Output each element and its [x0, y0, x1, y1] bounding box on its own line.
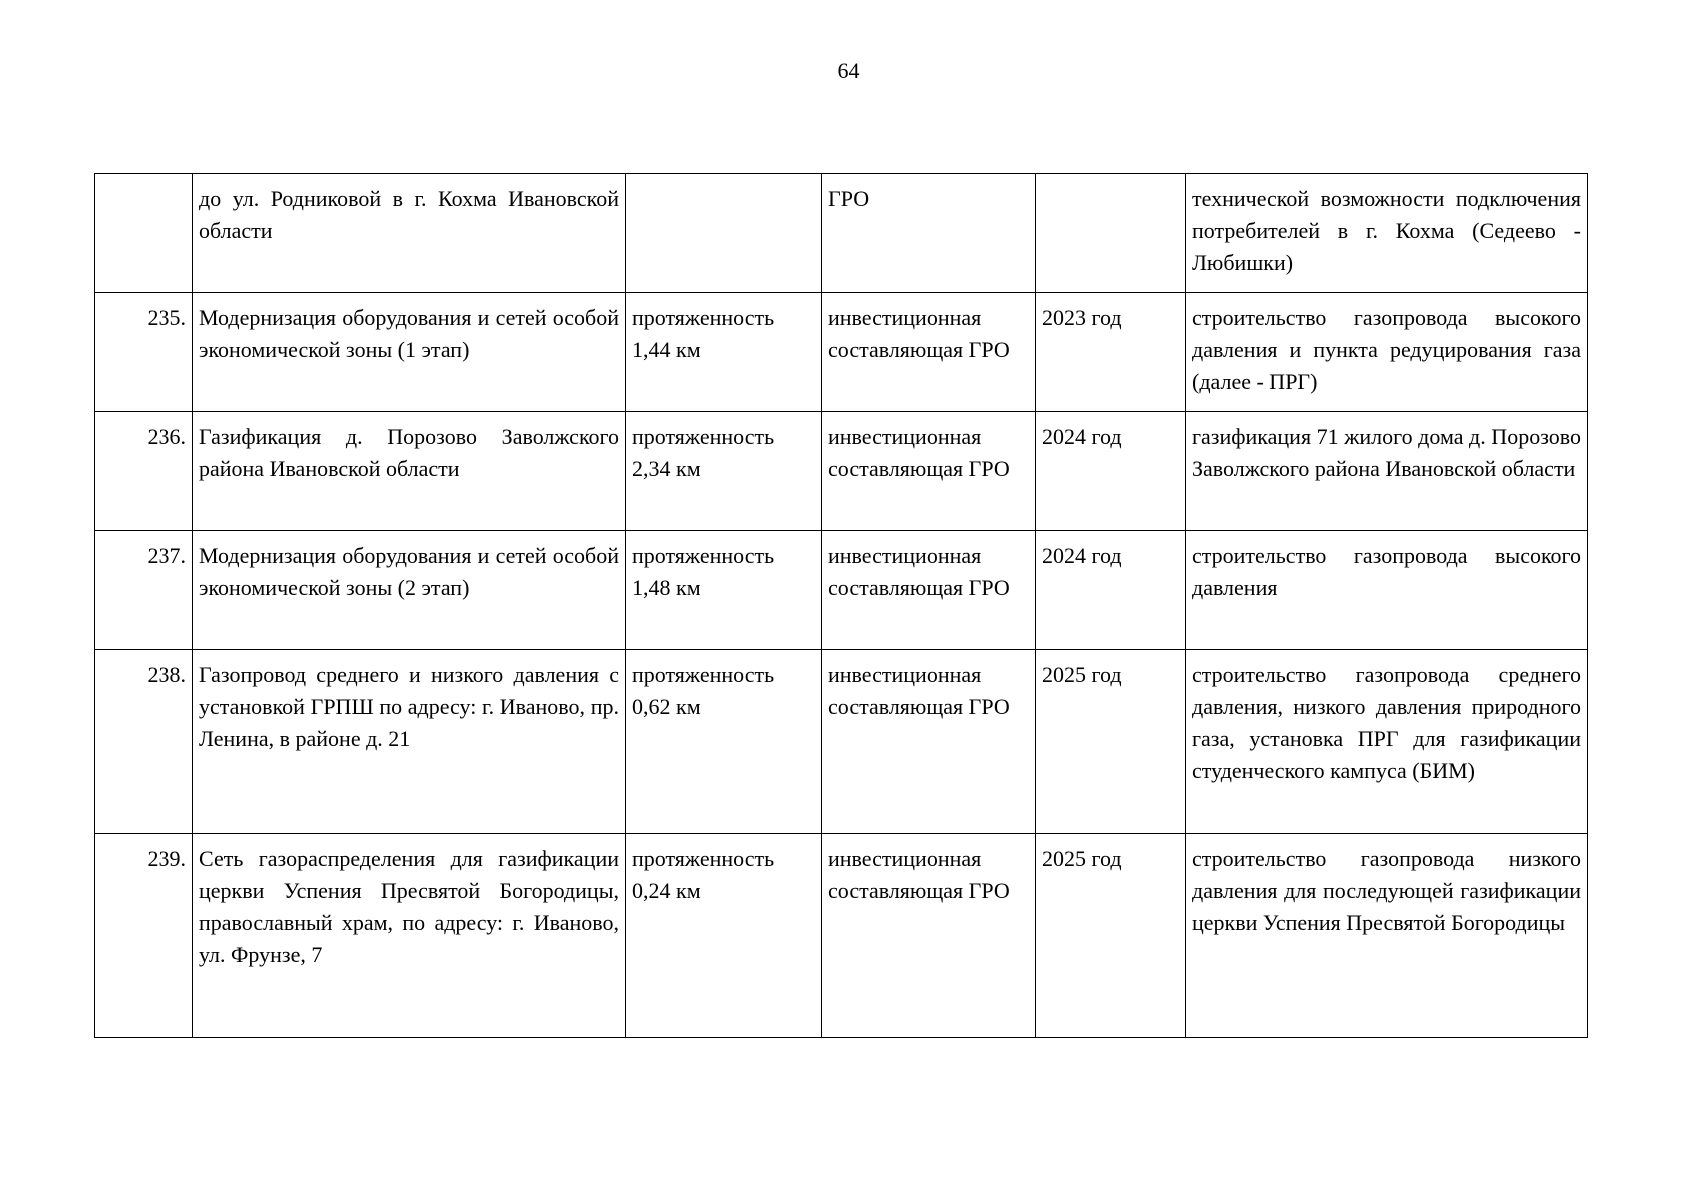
projects-table: [94, 173, 1588, 1038]
project-result: газификация 71 жилого дома д. Порозово Заволжского района Ивановской области: [1186, 412, 1588, 531]
project-name: Модернизация оборудования и сетей особой экономической зоны (2 этап): [193, 531, 626, 650]
table-row: [95, 531, 1588, 650]
completion-year: 2023 год: [1036, 293, 1186, 412]
page-number: 64: [837, 58, 860, 83]
project-result: технической возможности подключения потребителей в г. Кохма (Седеево - Любишки): [1186, 174, 1588, 293]
project-name: Газификация д. Порозово Заволжского района Ивановской области: [193, 412, 626, 531]
funding-source: ГРО: [822, 174, 1036, 293]
table-row: [95, 174, 1588, 293]
project-name: Модернизация оборудования и сетей особой экономической зоны (1 этап): [193, 293, 626, 412]
completion-year: 2025 год: [1036, 834, 1186, 1038]
table-row: [95, 834, 1588, 1038]
project-capacity: протяженность 0,24 км: [626, 834, 822, 1038]
row-number: 238.: [95, 650, 193, 834]
table-row: [95, 650, 1588, 834]
project-name: Газопровод среднего и низкого давления с установкой ГРПШ по адресу: г. Иваново, пр. Ленина, в районе д. 21: [193, 650, 626, 834]
completion-year: 2024 год: [1036, 412, 1186, 531]
project-capacity: протяженность 0,62 км: [626, 650, 822, 834]
funding-source: инвестиционная составляющая ГРО: [822, 650, 1036, 834]
project-capacity: [626, 174, 822, 293]
row-number: 236.: [95, 412, 193, 531]
completion-year: [1036, 174, 1186, 293]
completion-year: 2025 год: [1036, 650, 1186, 834]
project-capacity: протяженность 2,34 км: [626, 412, 822, 531]
funding-source: инвестиционная составляющая ГРО: [822, 412, 1036, 531]
table-row: [95, 293, 1588, 412]
project-result: строительство газопровода высокого давления: [1186, 531, 1588, 650]
project-result: строительство газопровода низкого давления для последующей газификации церкви Успения Пресвятой Богородицы: [1186, 834, 1588, 1038]
project-name: Сеть газораспределения для газификации церкви Успения Пресвятой Богородицы, православный храм, по адресу: г. Иваново, ул. Фрунзе, 7: [193, 834, 626, 1038]
project-capacity: протяженность 1,48 км: [626, 531, 822, 650]
funding-source: инвестиционная составляющая ГРО: [822, 531, 1036, 650]
funding-source: инвестиционная составляющая ГРО: [822, 293, 1036, 412]
row-number: [95, 174, 193, 293]
row-number: 235.: [95, 293, 193, 412]
project-capacity: протяженность 1,44 км: [626, 293, 822, 412]
row-number: 239.: [95, 834, 193, 1038]
row-number: 237.: [95, 531, 193, 650]
completion-year: 2024 год: [1036, 531, 1186, 650]
project-name: до ул. Родниковой в г. Кохма Ивановской области: [193, 174, 626, 293]
project-result: строительство газопровода среднего давления, низкого давления природного газа, установка ПРГ для газификации студенческого кампуса (БИМ): [1186, 650, 1588, 834]
table-row: [95, 412, 1588, 531]
project-result: строительство газопровода высокого давления и пункта редуцирования газа (далее - ПРГ): [1186, 293, 1588, 412]
funding-source: инвестиционная составляющая ГРО: [822, 834, 1036, 1038]
